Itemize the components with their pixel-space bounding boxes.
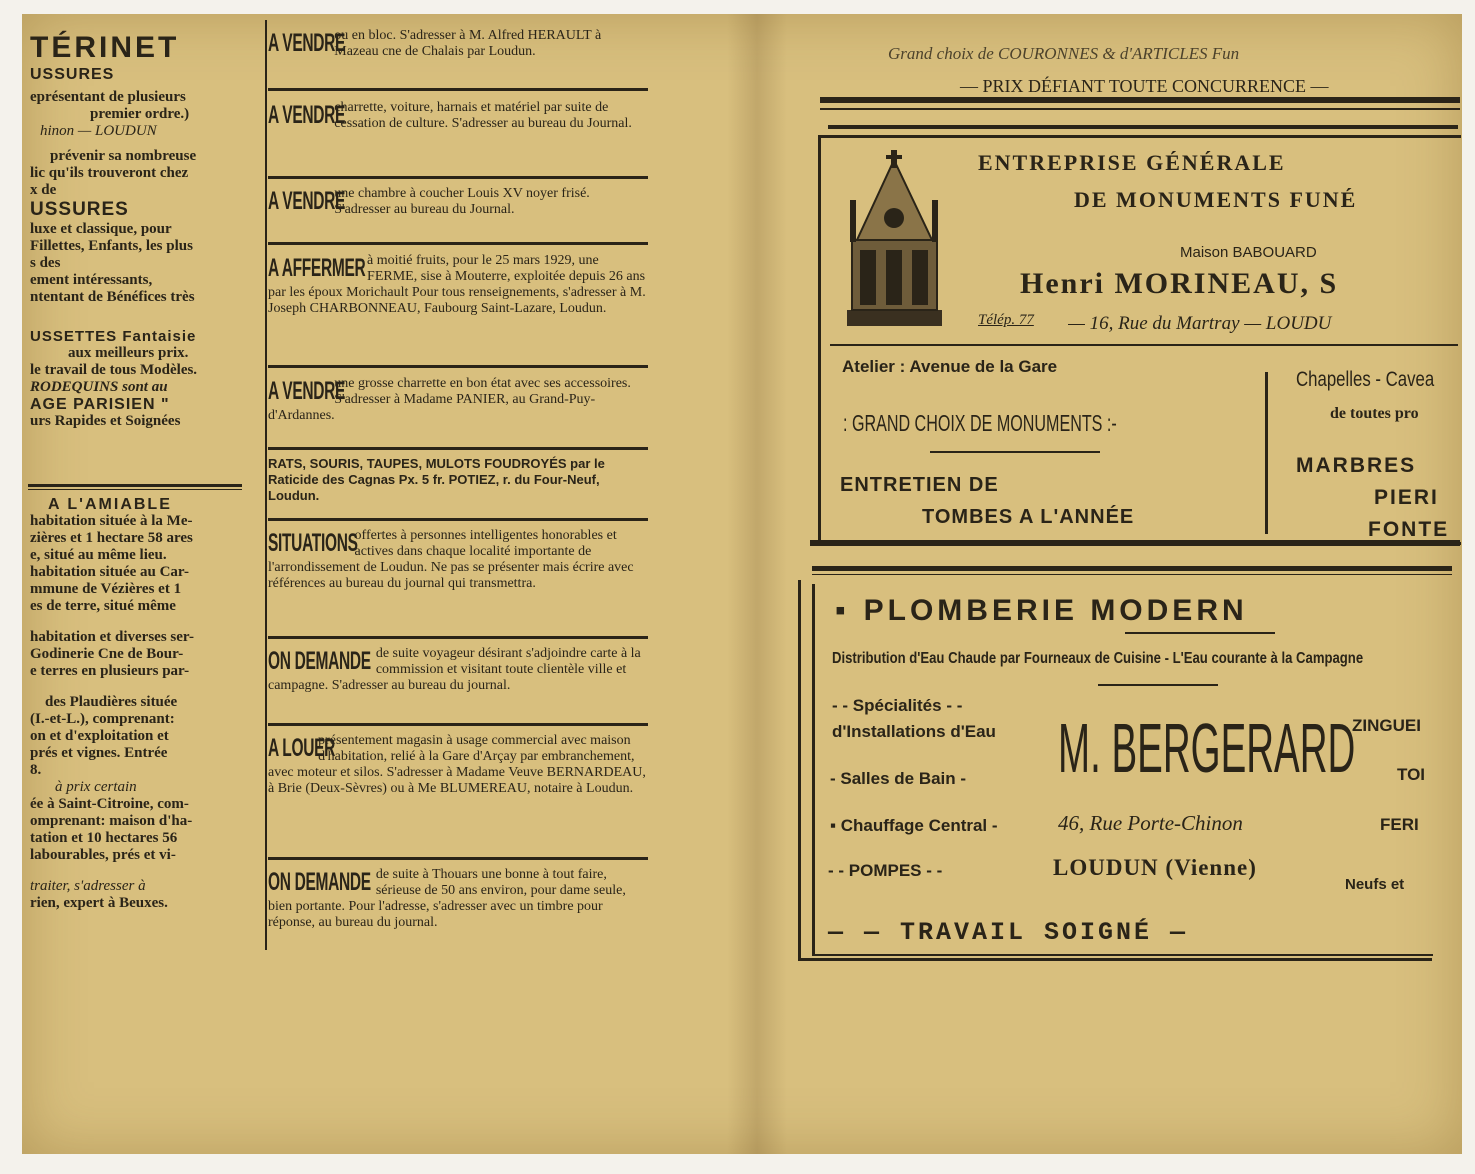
specialites-line: - - Spécialités - - [832,696,963,715]
entretien-line-2: TOMBES A L'ANNÉE [922,506,1135,528]
left-text: AGE PARISIEN " [30,396,170,413]
left-sub: USSURES [30,66,115,83]
ad-divider [268,723,648,726]
left-text: omprenant: maison d'ha- [30,813,193,829]
ad-text: présentement magasin à usage commercial avec maison d'habitation, relié à la Gare d'Arçay par embranchement, avec moteur et silos. S'adresser à Madame Veuve BERNARDEAU, à Brie (Deux-Sèvres) ou à Me BLUMEREAU, notaire à Loudun. [268,733,646,796]
morineau-name: Henri MORINEAU, S [1020,267,1339,300]
thick-rule [820,97,1460,103]
classified-ad [268,376,646,424]
left-text: mmune de Vézières et 1 [30,581,182,597]
thin-rule [830,344,1458,346]
chauffage-text: Chauffage Central - [840,816,998,835]
left-text: (I.-et-L.), comprenant: [30,711,175,727]
bergerard-address: 46, Rue Porte-Chinon [1058,811,1243,835]
amiable-heading: A L'AMIABLE [48,496,172,513]
box-border [812,584,815,956]
travail-soigne: — — TRAVAIL SOIGNÉ — [828,918,1189,947]
ad-divider [268,518,648,521]
ad-text: de suite voyageur désirant s'adjoindre carte à la commission et visitant toute clientèle ville et campagne. S'adresser au bureau du journal. [268,646,641,693]
monuments-heading-1: ENTREPRISE GÉNÉRALE [978,150,1286,175]
choix-text: : GRAND CHOIX DE MONUMENTS :- [843,410,1117,436]
bergerard-name-text: M. BERGERARD [1058,709,1356,787]
fonte-line: FONTE [1368,518,1450,541]
ad-keyword: A VENDRE [268,101,346,129]
left-column [30,30,255,430]
left-title: TÉRINET [30,31,180,64]
pompes-line: - - POMPES - - [828,861,943,880]
classified-ad [268,456,646,504]
left-text: on et d'exploitation et [30,728,169,744]
left-text: es de terre, situé même [30,598,176,614]
zinguerie-line: ZINGUEI [1352,716,1421,735]
left-text: Godinerie Cne de Bour- [30,646,184,662]
left-text: habitation située à la Me- [30,513,193,529]
classified-ad [268,528,646,592]
chapel-monument-icon [842,150,947,330]
box-border [815,954,1433,956]
center-fold [727,14,787,1154]
ad-divider [268,636,648,639]
chapelles-line [1296,368,1456,392]
left-text: labourables, prés et vi- [30,847,176,863]
neufs-line: Neufs et [1345,876,1405,893]
distribution-text: Distribution d'Eau Chaude par Fourneaux de Cuisine - L'Eau courante à la Campagne [832,650,1364,667]
left-divider [28,489,242,490]
bergerard-city: LOUDUN (Vienne) [1053,855,1257,880]
left-text: rien, expert à Beuxes. [30,895,168,911]
thick-rule [828,125,1458,129]
left-text: e, situé au même lieu. [30,547,167,563]
left-text: lic qu'ils trouveront chez [30,165,189,181]
left-text: e terres en plusieurs par- [30,663,190,679]
left-text: RODEQUINS sont au [30,379,168,395]
top-partial-line: Grand choix de COURONNES & d'ARTICLES Fun [888,44,1240,63]
ad-text: de suite à Thouars une bonne à tout faire, sérieuse de 50 ans environ, pour dame seule, bien portante. Pour l'adresse, s'adresser avec un timbre pour réponse, au bureau du journal. [268,867,626,930]
classified-ad [268,253,646,317]
left-text: aux meilleurs prix. [68,345,189,361]
left-text: luxe et classique, pour [30,221,172,237]
left-text: 8. [30,762,42,778]
ad-text: une grosse charrette en bon état avec ses accessoires. S'adresser à Madame PANIER, au Grand-Puy-d'Ardannes. [268,376,631,423]
choix-line [843,410,1234,437]
left-text: hinon — LOUDUN [40,123,157,139]
ad-text: ou en bloc. S'adresser à M. Alfred HERAULT à Mazeau cne de Chalais par Loudun. [334,28,602,59]
thick-rule [812,566,1452,571]
left-text: zières et 1 hectare 58 ares [30,530,193,546]
classified-ad [268,646,646,694]
telephone: Télép. 77 [978,312,1034,328]
left-divider [28,484,242,487]
left-text: ée à Saint-Citroine, com- [30,796,189,812]
ad-text: à moitié fruits, pour le 25 mars 1929, une FERME, sise à Mouterre, exploitée depuis 26 ans par les époux Morichault Pour tous renseignements, s'adresser à M. Joseph CHARBONNEAU, Faubourg Saint-Lazare, Loudun. [268,253,646,316]
thin-rule [820,108,1460,110]
classified-ad [268,867,646,931]
prix-line: — PRIX DÉFIANT TOUTE CONCURRENCE — [960,76,1329,96]
ad-divider [268,857,648,860]
left-text: habitation située au Car- [30,564,190,580]
left-text: x de [30,182,57,198]
marbres-line: MARBRES [1296,454,1417,477]
left-text: s des [30,255,61,271]
amiable-section [30,496,245,912]
left-text: le travail de tous Modèles. [30,362,198,378]
classified-ad [268,28,646,60]
atelier-line: Atelier : Avenue de la Gare [842,357,1058,376]
box-border [798,580,801,960]
left-text: tation et 10 hectares 56 [30,830,178,846]
left-text: USSURES [30,199,129,220]
left-text: urs Rapides et Soignées [30,413,181,429]
classified-ad [268,100,646,132]
left-text: traiter, s'adresser à [30,878,146,894]
ferblanterie-line: FERI [1380,815,1419,834]
distribution-line [832,650,1447,668]
maison-line: Maison BABOUARD [1180,244,1317,261]
pierre-line: PIERI [1374,486,1439,509]
toiture-line: TOI [1397,765,1426,784]
classified-ad [268,186,646,218]
chauffage-line: ▪ Chauffage Central - [830,816,998,835]
plomberie-title-text: PLOMBERIE MODERN [863,594,1248,627]
classified-ad [268,733,646,797]
entretien-line-1: ENTRETIEN DE [840,474,999,496]
thick-rule [810,540,1460,546]
ad-divider [268,365,648,368]
left-text: prévenir sa nombreuse [50,148,197,164]
column-rule [265,20,267,950]
ad-keyword: A LOUER [268,734,336,762]
ad-divider [268,176,648,179]
ad-text: offertes à personnes intelligentes honorables et actives dans chaque localité importante de l'arrondissement de Loudun. Ne pas se présenter mais écrire avec références au bureau du journal qui transmettra. [268,528,634,591]
left-text: USSETTES Fantaisie [30,328,197,345]
ad-text: une chambre à coucher Louis XV noyer frisé. S'adresser au bureau du Journal. [334,186,590,217]
left-text: prés et vignes. Entrée [30,745,168,761]
ad-divider [268,88,648,91]
ad-keyword: A VENDRE [268,377,346,405]
thin-rule [1098,684,1218,686]
installations-line: d'Installations d'Eau [832,722,996,741]
left-text: habitation et diverses ser- [30,629,195,645]
left-text: ement intéressants, [30,272,153,288]
left-text: eprésentant de plusieurs [30,89,186,105]
ad-keyword: A AFFERMER [268,254,366,282]
ad-keyword: SITUATIONS [268,529,358,557]
column-rule [1265,372,1268,534]
box-border [798,958,1432,961]
ad-divider [268,447,648,450]
left-text: ntentant de Bénéfices très [30,289,195,305]
ad-keyword: ON DEMANDE [268,868,371,896]
thin-rule [812,574,1452,575]
monuments-heading-2: DE MONUMENTS FUNÉ [1074,187,1358,212]
left-text: premier ordre.) [90,106,190,122]
thin-rule [930,451,1100,453]
ad-text: charrette, voiture, harnais et matériel par suite de cessation de culture. S'adresser au bureau du Journal. [334,100,632,131]
ad-keyword: A VENDRE [268,29,346,57]
thin-rule [1125,632,1275,634]
left-text: à prix certain [55,779,137,795]
ad-text: RATS, SOURIS, TAUPES, MULOTS FOUDROYÉS par le Raticide des Cagnas Px. 5 fr. POTIEZ, r. du Four-Neuf, Loudun. [268,456,605,503]
monuments-address: — 16, Rue du Martray — LOUDU [1068,313,1332,334]
salles-de-bain-line: - Salles de Bain - [830,769,967,788]
toutes-line: de toutes pro [1330,405,1419,422]
plomberie-title: ▪ PLOMBERIE MODERN [835,594,1248,627]
left-text: Fillettes, Enfants, les plus [30,238,193,254]
ad-divider [268,242,648,245]
chapelles-text: Chapelles - Cavea [1296,368,1435,391]
ad-keyword: ON DEMANDE [268,647,371,675]
ad-keyword: A VENDRE [268,187,346,215]
left-text: des Plaudières située [45,694,178,710]
